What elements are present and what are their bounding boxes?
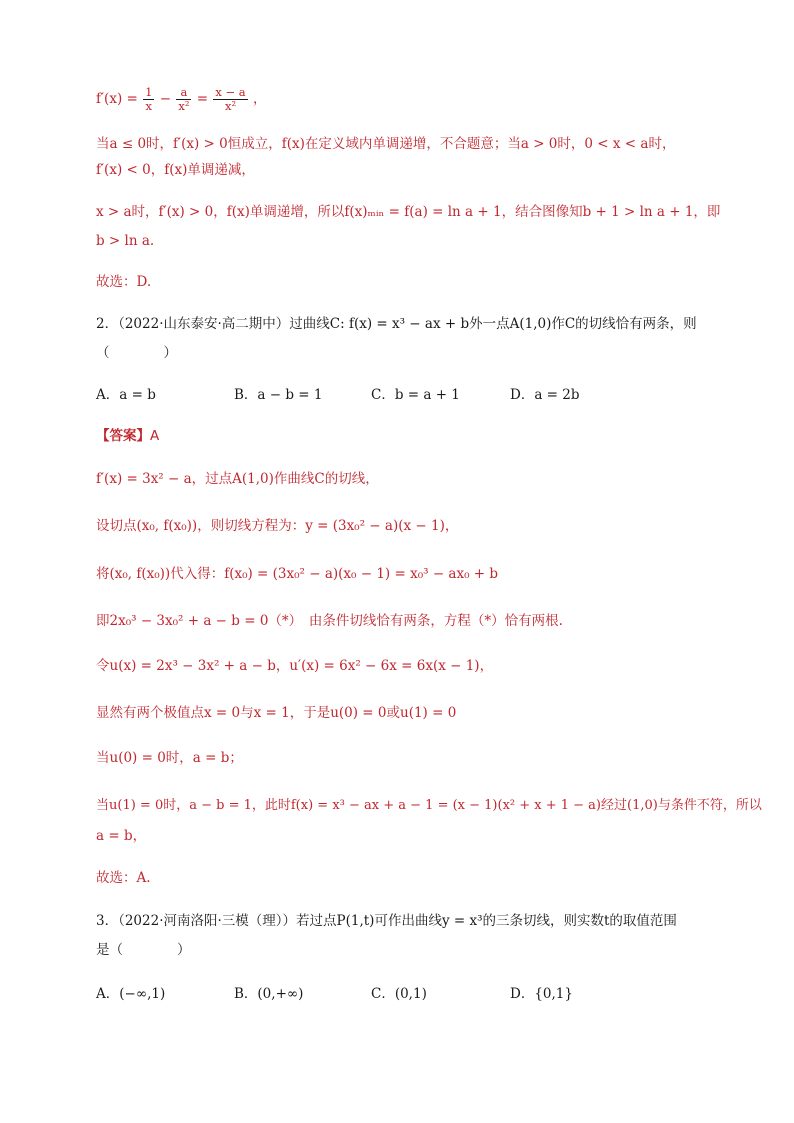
solution-line: 当u(0) = 0时，a = b； (96, 750, 243, 766)
answer-label (96, 426, 159, 446)
fraction-1: $\frac{1}{x}$ (145, 85, 153, 113)
option-d: D．{0,1} (510, 986, 573, 1002)
answer-choice-line: 故选：D. (96, 274, 152, 290)
solution-line: a = b， (96, 828, 147, 844)
question-2-stem: 2．（2022·山东泰安·高二期中）过曲线C: f(x) = x³ − ax + b外一点A(1,0)作C的切线恰有两条，则 (96, 316, 697, 332)
solution-line: 即2x₀³ − 3x₀² + a − b = 0（*） 由条件切线恰有两条，方程（*）恰有两根. (96, 613, 563, 629)
solution-line: 将(x₀, f(x₀))代入得：f(x₀) = (3x₀² − a)(x₀ − 1) = x₀³ − ax₀ + b (96, 566, 499, 582)
option-a: A．a = b (96, 387, 156, 403)
fraction-2: $\frac{a}{\text{x²}}$ (178, 85, 190, 113)
question-3-stem-blank: 是（ ） (96, 942, 191, 958)
solution-line: x > a时，f′(x) > 0，f(x)单调递增，所以f(x)ₘᵢₙ = f(a) = ln a + 1，结合图像知b + 1 > ln a + 1，即 (96, 204, 721, 220)
fraction-3: $\frac{x - a}{\text{x²}}$ (215, 85, 246, 113)
option-b: B．a − b = 1 (234, 387, 323, 403)
solution-line: 当u(1) = 0时，a − b = 1，此时f(x) = x³ − ax + a − 1 = (x − 1)(x² + x + 1 − a)经过(1,0)与条件不符，所以 (96, 798, 762, 813)
solution-line: 显然有两个极值点x = 0与x = 1，于是u(0) = 0或u(1) = 0 (96, 705, 457, 721)
derivative-expression: f′(x) = $\frac{1}{x}$ − $\frac{a}{\text{x²}}$ = $\frac{x - a}{\text{x²}}$ ， (96, 85, 267, 113)
solution-line: f′(x) = 3x² − a，过点A(1,0)作曲线C的切线， (96, 471, 379, 487)
solution-line: f′(x) < 0，f(x)单调递减， (96, 162, 255, 178)
answer-value: A (150, 428, 160, 444)
solution-line: b > ln a. (96, 233, 155, 249)
question-2-stem-blank: （ ） (96, 345, 177, 361)
option-c: C．(0,1) (371, 986, 427, 1002)
solution-line: 令u(x) = 2x³ − 3x² + a − b，u′(x) = 6x² − 6x = 6x(x − 1)， (96, 658, 494, 674)
option-a: A．(−∞,1) (96, 986, 166, 1002)
answer-tag: 【答案】 (96, 428, 150, 444)
solution-line: 设切点(x₀, f(x₀))，则切线方程为：y = (3x₀² − a)(x − 1)， (96, 518, 459, 534)
question-3-stem: 3．（2022·河南洛阳·三模（理））若过点P(1,t)可作出曲线y = x³的三条切线，则实数t的取值范围 (96, 913, 677, 929)
solution-line: 当a ≤ 0时，f′(x) > 0恒成立，f(x)在定义域内单调递增，不合题意；当a > 0时，0 < x < a时， (96, 136, 676, 152)
derivative-lhs: f′(x) = (96, 91, 143, 107)
option-b: B．(0,+∞) (234, 986, 304, 1002)
option-d: D．a = 2b (510, 387, 580, 403)
answer-choice-line: 故选：A. (96, 870, 151, 886)
option-c: C．b = a + 1 (371, 387, 460, 403)
